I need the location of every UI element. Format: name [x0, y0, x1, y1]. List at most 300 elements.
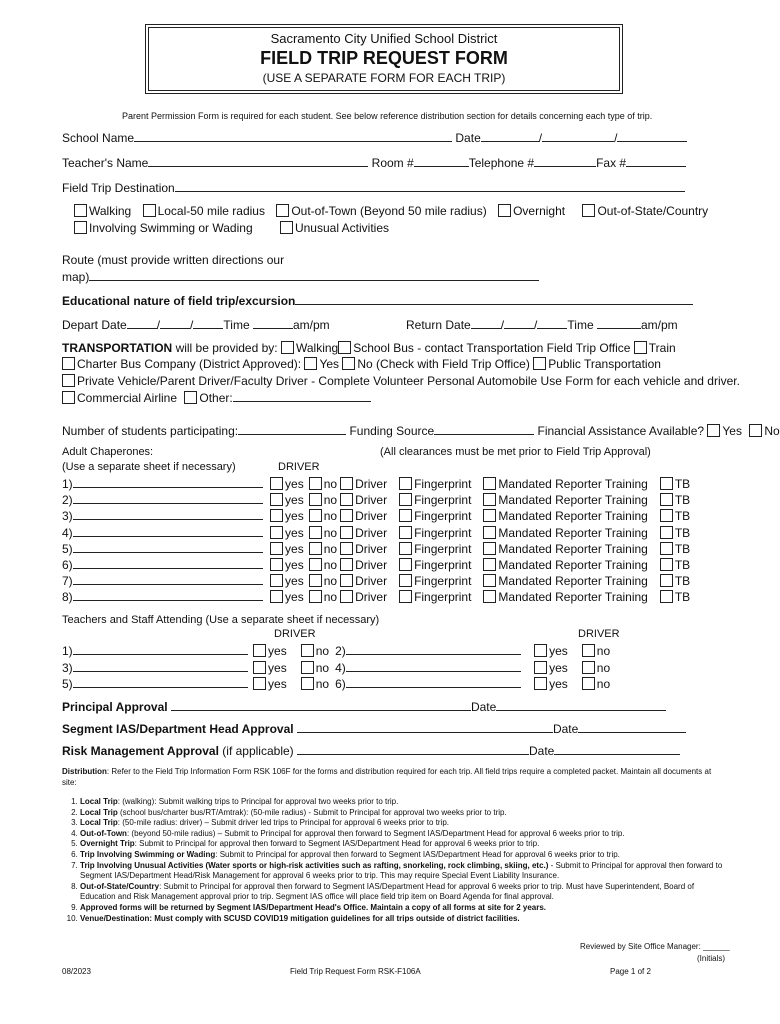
- mandated-checkbox[interactable]: [483, 574, 496, 587]
- driver-no-checkbox[interactable]: [309, 590, 322, 603]
- driver-label: Driver: [355, 493, 388, 508]
- mandated-checkbox[interactable]: [483, 493, 496, 506]
- unusual-label: Unusual Activities: [294, 221, 390, 235]
- charter-yes-label: Yes: [319, 357, 340, 371]
- driver-yes-label: yes: [285, 574, 304, 589]
- chaperones-driver-heading: DRIVER: [278, 461, 320, 473]
- footer-date: 08/2023: [62, 967, 91, 976]
- staff-no-label: no: [315, 677, 330, 691]
- driver-checkbox[interactable]: [340, 493, 353, 506]
- driver-checkbox[interactable]: [340, 509, 353, 522]
- note-heading: Venue/Destination: Must comply with SCUSD COVID19 mitigation guidelines for all trips outside of district facilities.: [80, 913, 520, 923]
- mandated-checkbox[interactable]: [483, 526, 496, 539]
- driver-no-checkbox[interactable]: [309, 493, 322, 506]
- trip-types-row2: [74, 221, 389, 235]
- mandated-label: Mandated Reporter Training: [498, 574, 648, 589]
- driver-checkbox[interactable]: [340, 590, 353, 603]
- fingerprint-checkbox[interactable]: [399, 509, 412, 522]
- staff-driver-no-checkbox[interactable]: [582, 661, 595, 674]
- destination-row: [62, 181, 685, 195]
- distribution-note-item: [80, 839, 730, 850]
- staff-yes-label: yes: [549, 660, 568, 675]
- chaperone-number: 6): [62, 558, 73, 572]
- public-label: Public Transportation: [548, 357, 661, 371]
- chaperone-row: [62, 526, 690, 540]
- fingerprint-checkbox[interactable]: [399, 526, 412, 539]
- staff-driver-yes-checkbox[interactable]: [253, 644, 266, 657]
- driver-yes-checkbox[interactable]: [270, 477, 283, 490]
- driver-no-label: no: [323, 525, 338, 540]
- teacher-row: [62, 156, 686, 170]
- overnight-label: Overnight: [513, 204, 566, 218]
- driver-yes-checkbox[interactable]: [270, 542, 283, 555]
- unusual-checkbox[interactable]: [280, 221, 293, 234]
- other-checkbox[interactable]: [184, 391, 197, 404]
- students-row: [62, 424, 780, 438]
- note-heading: Local Trip: [80, 807, 118, 817]
- depart-month[interactable]: [127, 318, 157, 329]
- mandated-checkbox[interactable]: [483, 542, 496, 555]
- financial-label: Financial Assistance Available?: [537, 424, 705, 438]
- note-heading: Out-of-State/Country: [80, 881, 160, 891]
- other-label: Other:: [199, 391, 233, 405]
- fingerprint-label: Fingerprint: [414, 574, 472, 589]
- return-day[interactable]: [504, 318, 534, 329]
- educational-field[interactable]: [295, 294, 693, 305]
- mandated-checkbox[interactable]: [483, 509, 496, 522]
- date-field-year[interactable]: [617, 131, 687, 142]
- staff-no-label: no: [315, 644, 330, 658]
- distribution-note-item: [80, 914, 730, 925]
- chaperone-name-field[interactable]: [73, 558, 263, 569]
- mandated-label: Mandated Reporter Training: [498, 493, 648, 508]
- risk-approval-row: [62, 744, 680, 758]
- swimming-checkbox[interactable]: [74, 221, 87, 234]
- note-heading: Out-of-Town: [80, 828, 127, 838]
- fax-field[interactable]: [626, 156, 686, 167]
- note-text: : (beyond 50-mile radius) – Submit to Principal for approval then forward to Segment IAS/Department Head for approval 6 weeks prior to trip.: [126, 828, 625, 838]
- staff-name-field[interactable]: [346, 644, 521, 655]
- tb-checkbox[interactable]: [660, 590, 673, 603]
- driver-label: Driver: [355, 558, 388, 572]
- tb-checkbox[interactable]: [660, 526, 673, 539]
- tb-checkbox[interactable]: [660, 493, 673, 506]
- driver-no-label: no: [323, 590, 338, 605]
- staff-driver-no-checkbox[interactable]: [301, 644, 314, 657]
- driver-no-label: no: [323, 509, 338, 524]
- staff-yes-label: yes: [268, 660, 287, 675]
- fingerprint-checkbox[interactable]: [399, 477, 412, 490]
- tb-label: TB: [674, 590, 691, 605]
- return-ampm: am/pm: [640, 318, 678, 332]
- funding-field[interactable]: [434, 424, 534, 435]
- students-field[interactable]: [238, 424, 346, 435]
- form-title: FIELD TRIP REQUEST FORM: [260, 48, 508, 68]
- permission-note: Parent Permission Form is required for each student. See below reference distribution section for details concerning each type of trip.: [122, 111, 653, 121]
- out-of-state-label: Out-of-State/Country: [597, 204, 709, 218]
- chaperone-number: 7): [62, 574, 73, 589]
- swimming-label: Involving Swimming or Wading: [89, 221, 253, 235]
- distribution-note-item: [80, 818, 730, 829]
- driver-label: Driver: [355, 541, 388, 556]
- charter-yes-checkbox[interactable]: [304, 357, 317, 370]
- transportation-label: TRANSPORTATION: [62, 341, 173, 355]
- transport-walking-label: Walking: [295, 341, 339, 355]
- depart-ampm: am/pm: [292, 318, 330, 332]
- chaperone-row: [62, 574, 690, 588]
- destination-field[interactable]: [175, 181, 685, 192]
- driver-checkbox[interactable]: [340, 558, 353, 571]
- driver-yes-checkbox[interactable]: [270, 493, 283, 506]
- fingerprint-label: Fingerprint: [414, 477, 472, 491]
- distribution-note-item: [80, 797, 730, 808]
- note-heading: Approved forms will be returned by Segment IAS/Department Head's Office. Maintain a copy of all forms at site for 2 years.: [80, 902, 547, 912]
- driver-checkbox[interactable]: [340, 574, 353, 587]
- mandated-label: Mandated Reporter Training: [498, 541, 648, 556]
- fax-label: Fax #: [596, 156, 627, 170]
- driver-yes-checkbox[interactable]: [270, 558, 283, 571]
- financial-yes-label: Yes: [722, 424, 742, 438]
- clearance-note: (All clearances must be met prior to Field Trip Approval): [380, 446, 651, 458]
- mandated-checkbox[interactable]: [483, 558, 496, 571]
- school-name-field[interactable]: [134, 131, 452, 142]
- staff-no-label: no: [596, 677, 611, 691]
- return-time-label: Time: [567, 318, 594, 332]
- footer-page: Page 1 of 2: [610, 967, 651, 976]
- segment-signature[interactable]: [297, 722, 553, 733]
- driver-no-checkbox[interactable]: [309, 509, 322, 522]
- funding-label: Funding Source: [349, 424, 435, 438]
- date-field-day[interactable]: [542, 131, 614, 142]
- tb-checkbox[interactable]: [660, 574, 673, 587]
- chaperone-number: 4): [62, 525, 73, 540]
- driver-checkbox[interactable]: [340, 526, 353, 539]
- chaperone-name-field[interactable]: [73, 590, 263, 601]
- driver-no-checkbox[interactable]: [309, 526, 322, 539]
- fingerprint-label: Fingerprint: [414, 509, 472, 524]
- staff-no-label: no: [596, 660, 611, 675]
- mandated-checkbox[interactable]: [483, 477, 496, 490]
- driver-no-label: no: [323, 541, 338, 556]
- staff-number: 3): [62, 660, 73, 675]
- chaperone-number: 1): [62, 477, 73, 491]
- fingerprint-label: Fingerprint: [414, 493, 472, 508]
- staff-number: 2): [335, 644, 346, 658]
- staff-driver-yes-checkbox[interactable]: [253, 677, 266, 690]
- tb-label: TB: [674, 493, 691, 508]
- driver-yes-label: yes: [285, 541, 304, 556]
- staff-driver-no-checkbox[interactable]: [582, 644, 595, 657]
- principal-approval-label: Principal Approval: [62, 700, 168, 714]
- transport-row2: [62, 357, 661, 371]
- chaperone-number: 2): [62, 493, 73, 508]
- charter-checkbox[interactable]: [62, 357, 75, 370]
- chaperone-number: 8): [62, 590, 73, 605]
- driver-no-label: no: [323, 574, 338, 589]
- staff-driver-no-checkbox[interactable]: [301, 677, 314, 690]
- staff-row: [62, 644, 610, 658]
- airline-checkbox[interactable]: [62, 391, 75, 404]
- private-vehicle-checkbox[interactable]: [62, 374, 75, 387]
- staff-name-field[interactable]: [346, 677, 521, 688]
- staff-yes-label: yes: [549, 677, 568, 691]
- route-field[interactable]: [89, 270, 539, 281]
- out-of-town-checkbox[interactable]: [276, 204, 289, 217]
- chaperone-row: [62, 493, 690, 507]
- return-month[interactable]: [471, 318, 501, 329]
- segment-date-field[interactable]: [578, 722, 686, 733]
- driver-yes-label: yes: [285, 493, 304, 508]
- principal-approval-row: [62, 700, 666, 714]
- depart-date-label: Depart Date: [62, 318, 127, 332]
- staff-no-label: no: [596, 644, 611, 658]
- note-text: : Submit to Principal for approval then forward to Segment IAS/Department Head for approval 6 weeks prior to trip.: [215, 849, 620, 859]
- fingerprint-checkbox[interactable]: [399, 590, 412, 603]
- risk-date-field[interactable]: [554, 744, 680, 755]
- driver-yes-checkbox[interactable]: [270, 509, 283, 522]
- charter-no-label: No (Check with Field Trip Office): [357, 357, 530, 371]
- return-year[interactable]: [537, 318, 567, 329]
- staff-driver-yes-checkbox[interactable]: [534, 644, 547, 657]
- distribution-note-item: [80, 903, 730, 914]
- walking-label: Walking: [89, 204, 132, 218]
- tb-label: TB: [674, 525, 691, 540]
- staff-name-field[interactable]: [346, 661, 521, 672]
- driver-label: Driver: [355, 574, 388, 589]
- school-bus-checkbox[interactable]: [338, 341, 351, 354]
- staff-row: [62, 677, 610, 691]
- staff-yes-label: yes: [268, 677, 287, 691]
- driver-label: Driver: [355, 509, 388, 524]
- depart-time-label: Time: [223, 318, 250, 332]
- tb-checkbox[interactable]: [660, 477, 673, 490]
- staff-driver-heading-left: DRIVER: [274, 628, 316, 640]
- staff-driver-yes-checkbox[interactable]: [534, 661, 547, 674]
- driver-yes-label: yes: [285, 558, 304, 572]
- risk-date-label: Date: [529, 744, 555, 758]
- driver-yes-checkbox[interactable]: [270, 590, 283, 603]
- teachers-name-field[interactable]: [148, 156, 368, 167]
- tb-label: TB: [674, 541, 691, 556]
- fingerprint-checkbox[interactable]: [399, 558, 412, 571]
- driver-yes-checkbox[interactable]: [270, 574, 283, 587]
- note-heading: Local Trip: [80, 818, 118, 828]
- distribution-label: Distribution: [62, 767, 107, 776]
- telephone-field[interactable]: [534, 156, 596, 167]
- chaperone-name-field[interactable]: [73, 574, 263, 585]
- educational-label: Educational nature of field trip/excursion: [62, 294, 296, 308]
- staff-number: 5): [62, 677, 73, 691]
- driver-no-label: no: [323, 477, 338, 491]
- driver-no-checkbox[interactable]: [309, 574, 322, 587]
- mandated-label: Mandated Reporter Training: [498, 525, 648, 540]
- out-of-state-checkbox[interactable]: [582, 204, 595, 217]
- fingerprint-checkbox[interactable]: [399, 542, 412, 555]
- driver-checkbox[interactable]: [340, 477, 353, 490]
- out-of-town-label: Out-of-Town (Beyond 50 mile radius): [291, 204, 487, 218]
- fingerprint-checkbox[interactable]: [399, 493, 412, 506]
- fingerprint-label: Fingerprint: [414, 541, 472, 556]
- overnight-checkbox[interactable]: [498, 204, 511, 217]
- segment-date-label: Date: [552, 722, 579, 736]
- fingerprint-checkbox[interactable]: [399, 574, 412, 587]
- transport-row1: [62, 341, 676, 355]
- staff-driver-yes-checkbox[interactable]: [534, 677, 547, 690]
- note-text: (school bus/charter bus/RT/Amtrak): (50-mile radius) - Submit to Principal for approval two weeks prior to trip.: [117, 807, 507, 817]
- note-text: : (walking): Submit walking trips to Principal for approval two weeks prior to trip.: [117, 797, 399, 806]
- depart-row: Depart Date / / Time am/pm: [62, 318, 330, 332]
- staff-yes-label: yes: [268, 644, 287, 658]
- distribution-body: : Refer to the Field Trip Information Form RSK 106F for the forms and distribution required for each trip. All field trips require a completed packet. Maintain all documents at site:: [62, 767, 712, 787]
- staff-yes-label: yes: [549, 644, 568, 658]
- form-subtitle: (USE A SEPARATE FORM FOR EACH TRIP): [262, 71, 506, 85]
- school-name-label: School Name: [62, 131, 135, 145]
- route-label: Route (must provide written directions our: [62, 253, 285, 267]
- mandated-checkbox[interactable]: [483, 590, 496, 603]
- telephone-label: Telephone #: [468, 156, 535, 170]
- distribution-note-item: [80, 882, 730, 903]
- depart-time-field[interactable]: [253, 318, 293, 329]
- staff-no-label: no: [315, 660, 330, 675]
- return-date-label: Return Date: [406, 318, 471, 332]
- transport-row3: [62, 374, 740, 388]
- local-label: Local-50 mile radius: [157, 204, 265, 218]
- note-text: : (50-mile radius: driver) – Submit driver led trips to Principal for approval 6 weeks prior to trip.: [117, 818, 450, 828]
- fingerprint-label: Fingerprint: [414, 525, 472, 540]
- map-label: map): [62, 270, 90, 284]
- staff-name-field[interactable]: [73, 661, 248, 672]
- depart-day[interactable]: [160, 318, 190, 329]
- note-heading: Trip Involving Unusual Activities (Water sports or high-risk activities such as rafting, snorkeling, rock climbing, skiing, etc.): [80, 860, 549, 870]
- distribution-text: [62, 766, 712, 788]
- segment-approval-row: [62, 722, 686, 736]
- mandated-label: Mandated Reporter Training: [498, 477, 648, 491]
- staff-title: Teachers and Staff Attending (Use a separate sheet if necessary): [62, 614, 380, 626]
- chaperone-name-field[interactable]: [73, 509, 263, 520]
- transport-walking-checkbox[interactable]: [281, 341, 294, 354]
- risk-approval-label: Risk Management Approval: [62, 744, 219, 758]
- staff-driver-no-checkbox[interactable]: [301, 661, 314, 674]
- footer-form-name: Field Trip Request Form RSK-F106A: [290, 967, 421, 976]
- fingerprint-label: Fingerprint: [414, 558, 472, 572]
- risk-note: (if applicable): [222, 744, 294, 758]
- driver-checkbox[interactable]: [340, 542, 353, 555]
- driver-no-label: no: [323, 493, 338, 508]
- chaperone-row: [62, 590, 690, 604]
- destination-label: Field Trip Destination: [62, 181, 175, 195]
- segment-approval-label: Segment IAS/Department Head Approval: [62, 722, 294, 736]
- room-field[interactable]: [414, 156, 469, 167]
- tb-label: TB: [674, 558, 691, 572]
- driver-no-checkbox[interactable]: [309, 477, 322, 490]
- other-field[interactable]: [233, 391, 371, 402]
- principal-signature[interactable]: [171, 700, 471, 711]
- chaperone-name-field[interactable]: [73, 526, 263, 537]
- staff-driver-yes-checkbox[interactable]: [253, 661, 266, 674]
- tb-checkbox[interactable]: [660, 558, 673, 571]
- chaperones-title: Adult Chaperones:: [62, 446, 154, 458]
- tb-label: TB: [674, 509, 691, 524]
- chaperone-name-field[interactable]: [73, 477, 263, 488]
- distribution-note-item: [80, 850, 730, 861]
- teachers-name-label: Teacher's Name: [62, 156, 149, 170]
- tb-label: TB: [674, 477, 691, 491]
- distribution-note-item: [80, 861, 730, 882]
- chaperone-row: [62, 558, 690, 572]
- tb-checkbox[interactable]: [660, 509, 673, 522]
- local-checkbox[interactable]: [143, 204, 156, 217]
- school-bus-label: School Bus - contact Transportation Field Trip Office: [353, 341, 631, 355]
- driver-yes-checkbox[interactable]: [270, 526, 283, 539]
- driver-label: Driver: [355, 525, 388, 540]
- depart-year[interactable]: [193, 318, 223, 329]
- note-text: : Submit to Principal for approval then forward to Segment IAS/Department Head for approval 6 weeks prior to trip. Must have Superintendent, Board of Education and Risk Management approval prior to trip. Segment IAS office will place field trip item on Board Agenda for final approval.: [80, 881, 695, 902]
- staff-name-field[interactable]: [73, 677, 248, 688]
- private-vehicle-label: Private Vehicle/Parent Driver/Faculty Driver - Complete Volunteer Personal Automobile Use Form for each vehicle and driver.: [77, 374, 740, 388]
- chaperone-row: [62, 477, 690, 491]
- trip-types-row1: [74, 204, 708, 218]
- financial-no-label: No: [764, 424, 780, 438]
- staff-driver-no-checkbox[interactable]: [582, 677, 595, 690]
- distribution-note-item: [80, 808, 730, 819]
- note-heading: Overnight Trip: [80, 839, 135, 849]
- transport-lead: will be provided by:: [175, 341, 278, 355]
- financial-no-checkbox[interactable]: [749, 424, 762, 437]
- fingerprint-label: Fingerprint: [414, 590, 472, 605]
- charter-no-checkbox[interactable]: [342, 357, 355, 370]
- return-time-field[interactable]: [597, 318, 641, 329]
- driver-yes-label: yes: [285, 590, 304, 605]
- driver-yes-label: yes: [285, 477, 304, 491]
- staff-driver-heading-right: DRIVER: [578, 628, 620, 640]
- risk-signature[interactable]: [297, 744, 529, 755]
- distribution-note-item: [80, 829, 730, 840]
- driver-label: Driver: [355, 477, 388, 491]
- tb-checkbox[interactable]: [660, 542, 673, 555]
- staff-number: 4): [335, 660, 346, 675]
- mandated-label: Mandated Reporter Training: [498, 509, 648, 524]
- initials-label: (Initials): [697, 954, 726, 963]
- charter-label: Charter Bus Company (District Approved):: [77, 357, 302, 371]
- date-field-month[interactable]: [481, 131, 539, 142]
- tb-label: TB: [674, 574, 691, 589]
- train-checkbox[interactable]: [634, 341, 647, 354]
- walking-checkbox[interactable]: [74, 204, 87, 217]
- transport-row4: [62, 391, 371, 405]
- chaperone-name-field[interactable]: [73, 542, 263, 553]
- date-label: Date: [455, 131, 481, 145]
- driver-yes-label: yes: [285, 525, 304, 540]
- chaperone-name-field[interactable]: [73, 493, 263, 504]
- note-heading: Trip Involving Swimming or Wading: [80, 849, 216, 859]
- airline-label: Commercial Airline: [77, 391, 178, 405]
- return-row: Return Date / / Time am/pm: [406, 318, 678, 332]
- driver-no-checkbox[interactable]: [309, 542, 322, 555]
- financial-yes-checkbox[interactable]: [707, 424, 720, 437]
- chaperone-row: [62, 542, 690, 556]
- driver-no-checkbox[interactable]: [309, 558, 322, 571]
- staff-name-field[interactable]: [73, 644, 248, 655]
- driver-yes-label: yes: [285, 509, 304, 524]
- note-heading: Local Trip: [80, 797, 118, 806]
- reviewed-by: Reviewed by Site Office Manager: ______: [580, 942, 730, 951]
- public-checkbox[interactable]: [533, 357, 546, 370]
- chaperone-number: 3): [62, 509, 73, 524]
- note-text: : Submit to Principal for approval then forward to Segment IAS/Department Head for approval 6 weeks prior to trip.: [134, 839, 540, 849]
- students-label: Number of students participating:: [62, 424, 239, 438]
- principal-date-field[interactable]: [496, 700, 666, 711]
- note-text: - Submit to Principal for approval then forward to Segment IAS/Department Head/Risk Management for approval 6 weeks prior to trip. This may require Special Event Liability Insurance.: [80, 860, 723, 881]
